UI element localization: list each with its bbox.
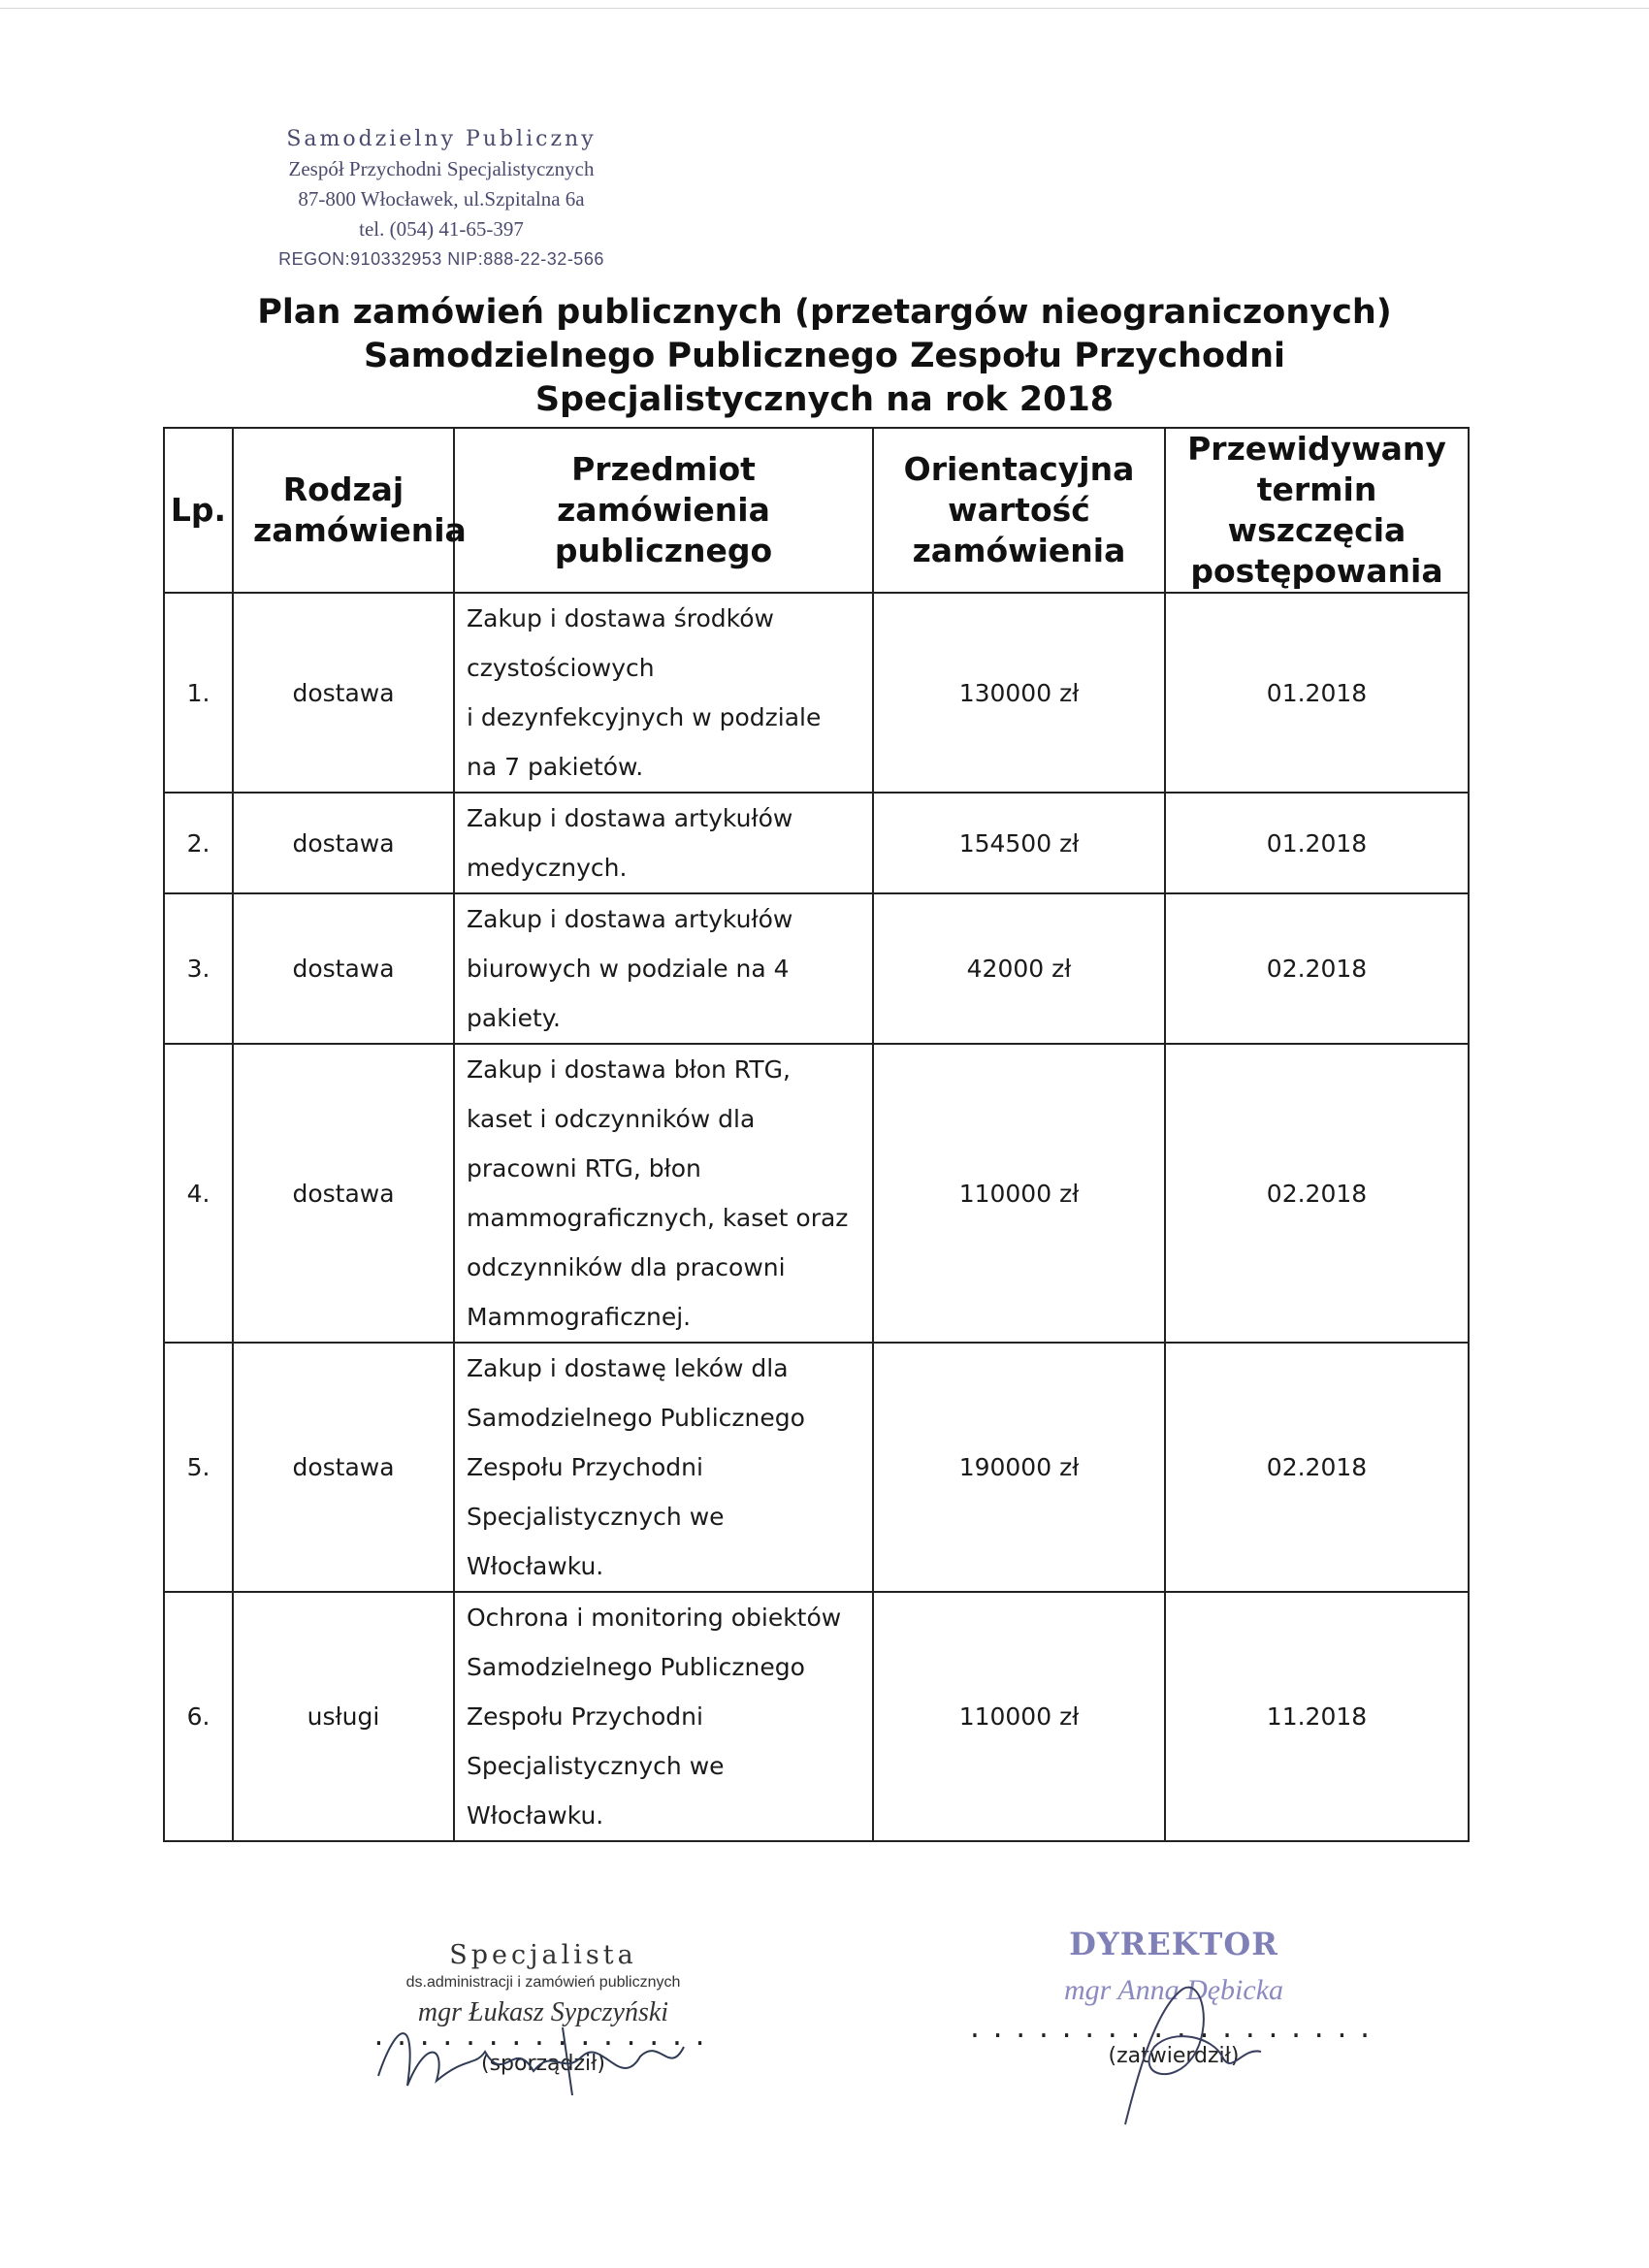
row-type: dostawa [233, 593, 454, 793]
signer-left-role: Specjalista [449, 1940, 637, 1970]
table-row [164, 893, 1469, 1044]
subject-line: Zespołu Przychodni [467, 1453, 703, 1481]
row-type: dostawa [233, 1343, 454, 1592]
table-row [164, 1592, 1469, 1841]
title-line-3: Specjalistycznych na rok 2018 [534, 380, 1115, 419]
signer-left-dept: ds.administracji i zamówień publicznych [405, 1974, 681, 1991]
subject-line: Specjalistycznych we [467, 1752, 725, 1780]
subject-line: kaset i odczynników dla [467, 1105, 756, 1133]
subject-line: Specjalistycznych we [467, 1503, 725, 1531]
signer-right-name: mgr Anna Dębicka [1063, 1974, 1284, 2006]
row-value: 154500 zł [873, 793, 1165, 893]
signer-right-caption: (zatwierdził) [1108, 2044, 1240, 2068]
row-type: usługi [233, 1592, 454, 1841]
document-title [194, 291, 1455, 422]
institution-stamp [247, 124, 635, 275]
table-row [164, 793, 1469, 893]
subject-line: Samodzielnego Publicznego [467, 1653, 805, 1681]
row-subject [454, 1044, 873, 1343]
subject-line: Zespołu Przychodni [467, 1702, 703, 1731]
signature-dotted-line-right: .................. [967, 2015, 1380, 2044]
subject-line: i dezynfekcyjnych w podziale [467, 703, 822, 731]
signer-left-caption: (sporządził) [480, 2052, 605, 2076]
row-date: 01.2018 [1165, 793, 1469, 893]
row-value: 110000 zł [873, 1592, 1165, 1841]
row-subject [454, 1343, 873, 1592]
subject-line: mammograficznych, kaset oraz [467, 1204, 849, 1232]
row-lp: 1. [164, 593, 233, 793]
table-row [164, 593, 1469, 793]
signer-left-name: mgr Łukasz Sypczyński [417, 1997, 669, 2027]
signer-right-role: DYREKTOR [1069, 1926, 1278, 1962]
header-lp: Lp. [164, 428, 233, 593]
stamp-line-2: Zespół Przychodni Specjalistycznych [288, 157, 595, 180]
title-line-1: Plan zamówień publicznych (przetargów nieograniczonych) [257, 293, 1392, 332]
row-lp: 5. [164, 1343, 233, 1592]
procurement-plan-table [163, 427, 1470, 1842]
subject-line: biurowych w podziale na 4 [467, 955, 790, 983]
header-subject: Przedmiot zamówienia publicznego [454, 428, 873, 593]
header-date: Przewidywany termin wszczęcia postępowania [1165, 428, 1469, 593]
subject-line: Zakup i dostawa środków [467, 604, 774, 632]
row-date: 02.2018 [1165, 893, 1469, 1044]
subject-line: Ochrona i monitoring obiektów [467, 1604, 842, 1632]
row-subject [454, 793, 873, 893]
title-line-2: Samodzielnego Publicznego Zespołu Przychodni [363, 337, 1286, 375]
stamp-line-5: REGON:910332953 NIP:888-22-32-566 [278, 249, 604, 269]
subject-line: pracowni RTG, błon [467, 1154, 701, 1183]
row-lp: 4. [164, 1044, 233, 1343]
subject-line: Zakup i dostawa artykułów [467, 905, 793, 933]
row-date: 01.2018 [1165, 593, 1469, 793]
header-type: Rodzaj zamówienia [233, 428, 454, 593]
subject-line: Samodzielnego Publicznego [467, 1404, 805, 1432]
stamp-line-4: tel. (054) 41-65-397 [359, 217, 524, 241]
subject-line: Włocławku. [467, 1801, 604, 1830]
table-row [164, 1343, 1469, 1592]
subject-line: Zakup i dostawa artykułów [467, 804, 793, 832]
subject-line: medycznych. [467, 854, 628, 882]
row-value: 110000 zł [873, 1044, 1165, 1343]
row-subject [454, 593, 873, 793]
row-subject [454, 893, 873, 1044]
signature-dotted-line-left: ............... [371, 2023, 716, 2052]
subject-line: odczynników dla pracowni [467, 1253, 786, 1281]
subject-line: na 7 pakietów. [467, 753, 644, 781]
row-date: 02.2018 [1165, 1343, 1469, 1592]
signature-left [310, 1940, 776, 2076]
row-lp: 2. [164, 793, 233, 893]
subject-line: Zakup i dostawa błon RTG, [467, 1055, 791, 1084]
subject-line: Mammograficznej. [467, 1303, 692, 1331]
stamp-line-1: Samodzielny Publiczny [286, 127, 597, 151]
signature-right [922, 1926, 1426, 2068]
row-lp: 3. [164, 893, 233, 1044]
stamp-line-3: 87-800 Włocławek, ul.Szpitalna 6a [298, 187, 585, 211]
row-date: 02.2018 [1165, 1044, 1469, 1343]
subject-line: czystościowych [467, 654, 655, 682]
row-date: 11.2018 [1165, 1592, 1469, 1841]
subject-line: Zakup i dostawę leków dla [467, 1354, 789, 1382]
row-value: 130000 zł [873, 593, 1165, 793]
row-value: 42000 zł [873, 893, 1165, 1044]
row-value: 190000 zł [873, 1343, 1165, 1592]
row-lp: 6. [164, 1592, 233, 1841]
table-header-row [164, 428, 1469, 593]
row-subject [454, 1592, 873, 1841]
row-type: dostawa [233, 793, 454, 893]
row-type: dostawa [233, 1044, 454, 1343]
subject-line: Włocławku. [467, 1552, 604, 1580]
scan-edge-line [0, 8, 1649, 9]
subject-line: pakiety. [467, 1004, 561, 1032]
header-value: Orientacyjna wartość zamówienia [873, 428, 1165, 593]
row-type: dostawa [233, 893, 454, 1044]
table-row [164, 1044, 1469, 1343]
